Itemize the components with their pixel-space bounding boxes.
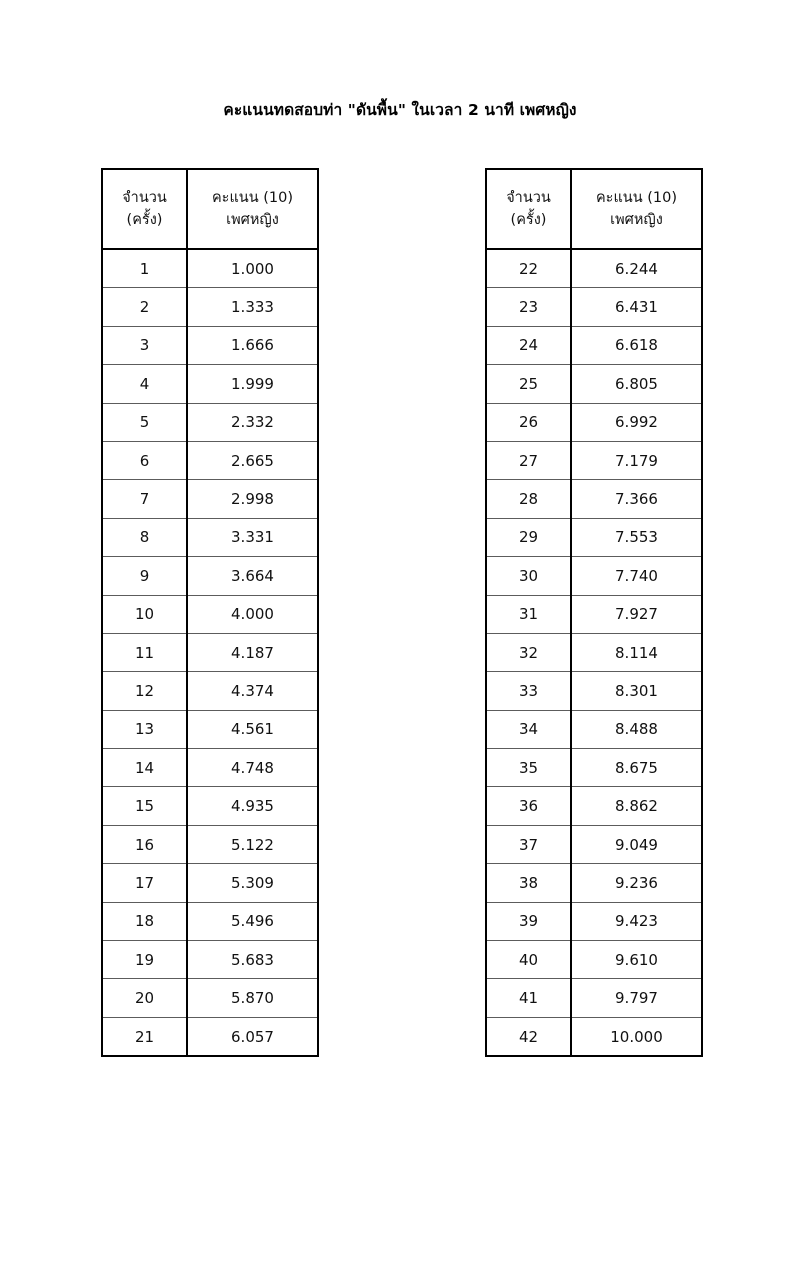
- table-row: [486, 326, 702, 364]
- cell-count: 32: [486, 633, 571, 671]
- cell-score: 6.244: [571, 249, 702, 288]
- cell-count: 33: [486, 672, 571, 710]
- score-table-left-wrapper: [101, 168, 319, 1057]
- table-row: [102, 1017, 318, 1056]
- cell-score: 8.114: [571, 633, 702, 671]
- cell-count: 26: [486, 403, 571, 441]
- cell-count: 20: [102, 979, 187, 1017]
- cell-count: 4: [102, 365, 187, 403]
- cell-score: 6.805: [571, 365, 702, 403]
- table-row: [486, 787, 702, 825]
- cell-count: 28: [486, 480, 571, 518]
- cell-count: 36: [486, 787, 571, 825]
- table-row: [486, 288, 702, 326]
- cell-count: 9: [102, 557, 187, 595]
- table-row: [102, 941, 318, 979]
- cell-count: 29: [486, 518, 571, 556]
- cell-count: 6: [102, 441, 187, 479]
- cell-count: 35: [486, 749, 571, 787]
- table-header-left: [102, 169, 318, 249]
- cell-score: 9.049: [571, 825, 702, 863]
- cell-score: 9.236: [571, 864, 702, 902]
- table-row: [102, 441, 318, 479]
- cell-score: 7.553: [571, 518, 702, 556]
- table-row: [486, 1017, 702, 1056]
- table-row: [486, 941, 702, 979]
- column-header-count: [102, 169, 187, 249]
- cell-score: 1.999: [187, 365, 318, 403]
- cell-score: 2.998: [187, 480, 318, 518]
- cell-count: 21: [102, 1017, 187, 1056]
- table-body-right: [486, 249, 702, 1056]
- cell-score: 2.665: [187, 441, 318, 479]
- table-row: [102, 249, 318, 288]
- cell-count: 38: [486, 864, 571, 902]
- cell-score: 7.740: [571, 557, 702, 595]
- cell-count: 19: [102, 941, 187, 979]
- table-row: [102, 825, 318, 863]
- table-row: [486, 864, 702, 902]
- table-row: [486, 710, 702, 748]
- cell-count: 18: [102, 902, 187, 940]
- column-header-score-line2: เพศหญิง: [226, 212, 279, 228]
- table-row: [102, 787, 318, 825]
- table-row: [486, 979, 702, 1017]
- cell-count: 14: [102, 749, 187, 787]
- table-row: [102, 288, 318, 326]
- cell-score: 5.683: [187, 941, 318, 979]
- cell-count: 15: [102, 787, 187, 825]
- table-row: [102, 672, 318, 710]
- cell-score: 4.935: [187, 787, 318, 825]
- cell-score: 8.675: [571, 749, 702, 787]
- table-row: [486, 902, 702, 940]
- table-row: [486, 249, 702, 288]
- cell-score: 4.374: [187, 672, 318, 710]
- table-row: [486, 749, 702, 787]
- page-title: คะแนนทดสอบท่า "ดันพื้น" ในเวลา 2 นาที เพศหญิง: [223, 101, 577, 119]
- cell-score: 1.666: [187, 326, 318, 364]
- cell-score: 8.862: [571, 787, 702, 825]
- column-header-count-line2: (ครั้ง): [510, 212, 547, 228]
- cell-count: 25: [486, 365, 571, 403]
- cell-score: 9.423: [571, 902, 702, 940]
- table-row: [102, 557, 318, 595]
- cell-count: 1: [102, 249, 187, 288]
- cell-score: 5.870: [187, 979, 318, 1017]
- table-row: [102, 403, 318, 441]
- table-row: [102, 979, 318, 1017]
- table-row: [486, 672, 702, 710]
- cell-score: 1.333: [187, 288, 318, 326]
- cell-score: 4.561: [187, 710, 318, 748]
- table-row: [486, 518, 702, 556]
- cell-score: 5.122: [187, 825, 318, 863]
- table-row: [102, 518, 318, 556]
- cell-count: 27: [486, 441, 571, 479]
- cell-score: 7.927: [571, 595, 702, 633]
- cell-score: 7.366: [571, 480, 702, 518]
- cell-count: 8: [102, 518, 187, 556]
- cell-count: 31: [486, 595, 571, 633]
- table-row: [486, 480, 702, 518]
- header-row: [102, 169, 318, 249]
- cell-score: 9.610: [571, 941, 702, 979]
- cell-count: 24: [486, 326, 571, 364]
- table-header-right: [486, 169, 702, 249]
- table-row: [102, 326, 318, 364]
- score-table-right-wrapper: [485, 168, 703, 1057]
- cell-score: 9.797: [571, 979, 702, 1017]
- table-row: [486, 595, 702, 633]
- table-row: [102, 633, 318, 671]
- table-row: [102, 749, 318, 787]
- table-row: [102, 864, 318, 902]
- table-row: [102, 595, 318, 633]
- cell-score: 2.332: [187, 403, 318, 441]
- cell-score: 5.309: [187, 864, 318, 902]
- cell-score: 4.000: [187, 595, 318, 633]
- cell-score: 8.301: [571, 672, 702, 710]
- table-row: [102, 480, 318, 518]
- cell-count: 41: [486, 979, 571, 1017]
- table-row: [486, 557, 702, 595]
- cell-score: 4.187: [187, 633, 318, 671]
- column-header-count-line2: (ครั้ง): [126, 212, 163, 228]
- cell-count: 7: [102, 480, 187, 518]
- table-row: [486, 365, 702, 403]
- column-header-score: [187, 169, 318, 249]
- cell-score: 6.431: [571, 288, 702, 326]
- cell-score: 6.992: [571, 403, 702, 441]
- cell-count: 30: [486, 557, 571, 595]
- score-table-right: [485, 168, 703, 1057]
- table-row: [102, 710, 318, 748]
- column-header-count-line1: จำนวน: [506, 189, 551, 206]
- cell-score: 6.057: [187, 1017, 318, 1056]
- cell-count: 2: [102, 288, 187, 326]
- cell-count: 23: [486, 288, 571, 326]
- header-row: [486, 169, 702, 249]
- cell-count: 13: [102, 710, 187, 748]
- cell-score: 7.179: [571, 441, 702, 479]
- table-body-left: [102, 249, 318, 1056]
- table-row: [486, 441, 702, 479]
- cell-count: 10: [102, 595, 187, 633]
- cell-score: 4.748: [187, 749, 318, 787]
- cell-count: 22: [486, 249, 571, 288]
- cell-score: 6.618: [571, 326, 702, 364]
- table-row: [102, 902, 318, 940]
- table-row: [486, 403, 702, 441]
- column-header-score-line1: คะแนน (10): [211, 189, 294, 206]
- cell-count: 16: [102, 825, 187, 863]
- cell-count: 12: [102, 672, 187, 710]
- cell-count: 40: [486, 941, 571, 979]
- column-header-score-line1: คะแนน (10): [595, 189, 678, 206]
- cell-count: 3: [102, 326, 187, 364]
- cell-count: 17: [102, 864, 187, 902]
- cell-count: 11: [102, 633, 187, 671]
- cell-count: 34: [486, 710, 571, 748]
- cell-count: 37: [486, 825, 571, 863]
- cell-score: 1.000: [187, 249, 318, 288]
- column-header-count-line1: จำนวน: [122, 189, 167, 206]
- table-row: [102, 365, 318, 403]
- column-header-score-line2: เพศหญิง: [610, 212, 663, 228]
- cell-score: 3.664: [187, 557, 318, 595]
- cell-score: 10.000: [571, 1017, 702, 1056]
- cell-score: 3.331: [187, 518, 318, 556]
- table-row: [486, 825, 702, 863]
- cell-count: 42: [486, 1017, 571, 1056]
- cell-score: 8.488: [571, 710, 702, 748]
- cell-score: 5.496: [187, 902, 318, 940]
- column-header-score: [571, 169, 702, 249]
- score-table-left: [101, 168, 319, 1057]
- table-row: [486, 633, 702, 671]
- cell-count: 39: [486, 902, 571, 940]
- column-header-count: [486, 169, 571, 249]
- cell-count: 5: [102, 403, 187, 441]
